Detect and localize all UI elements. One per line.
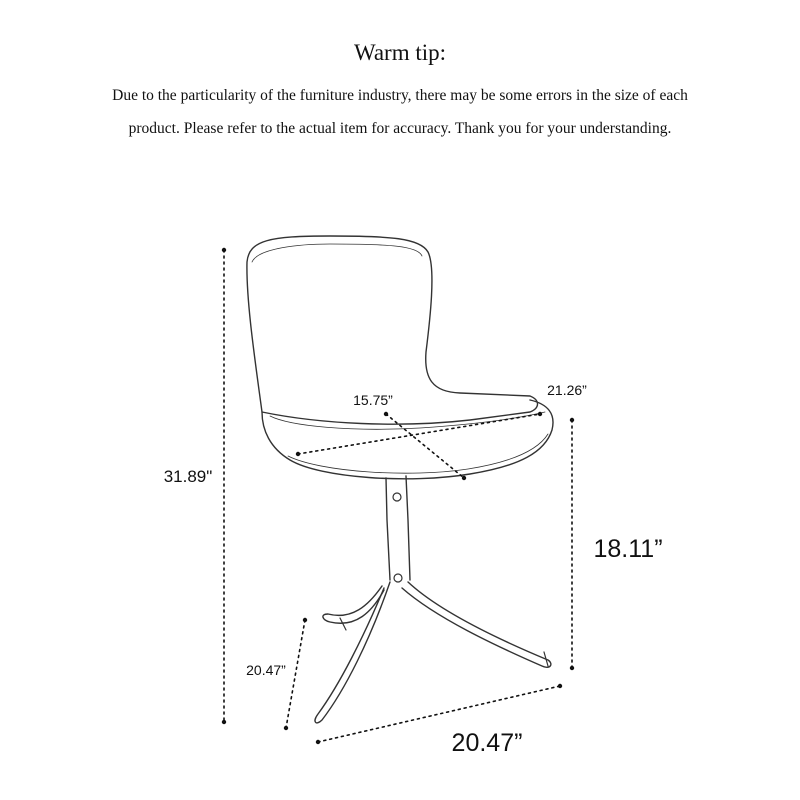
- seat-depth-label: 15.75”: [353, 392, 393, 408]
- chair-leg-left: [315, 582, 390, 723]
- base-width-line: [318, 686, 560, 742]
- base-depth-line: [286, 620, 305, 728]
- chair-illustration: [247, 236, 553, 723]
- disclaimer-line-2: product. Please refer to the actual item for accuracy. Thank you for your understanding.: [128, 120, 672, 137]
- base-depth-label: 20.47”: [246, 662, 286, 678]
- disclaimer-line-1: Due to the particularity of the furniture industry, there may be some errors in the size of each: [112, 87, 688, 104]
- seat-height-label: 18.11”: [593, 535, 663, 563]
- seat-width-label: 21.26”: [547, 382, 587, 398]
- warm-tip-title: Warm tip:: [353, 40, 447, 65]
- total-height-label: 31.89": [163, 467, 213, 486]
- chair-stem: [386, 476, 410, 580]
- chair-leg-right: [402, 582, 551, 667]
- base-width-label: 20.47”: [451, 729, 523, 757]
- chair-seat: [262, 400, 553, 479]
